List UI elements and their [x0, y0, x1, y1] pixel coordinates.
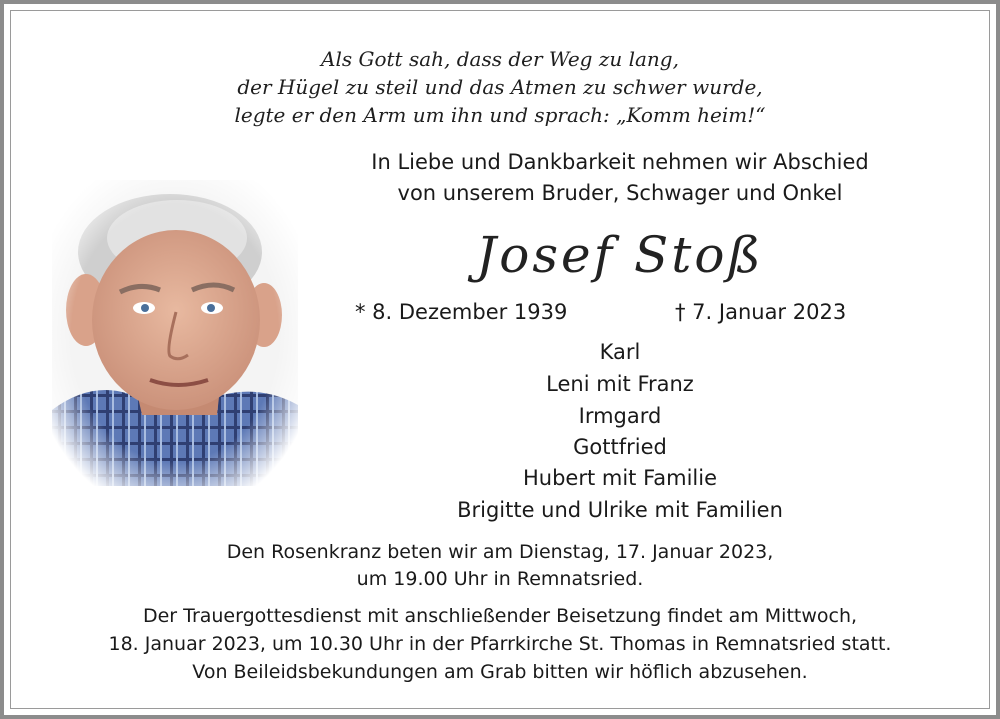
family-member: Gottfried [573, 435, 667, 459]
birth-date: * 8. Dezember 1939 [355, 300, 568, 324]
family-member: Karl [599, 340, 641, 364]
funeral-line-2: 18. Januar 2023, um 10.30 Uhr in der Pfarrkirche St. Thomas in Remnatsried statt. [108, 633, 892, 655]
poem-line-2: der Hügel zu steil und das Atmen zu schwer wurde, [237, 75, 763, 99]
intro-line-2: von unserem Bruder, Schwager und Onkel [397, 181, 843, 205]
poem-line-3: legte er den Arm um ihn und sprach: „Komm heim!“ [234, 103, 766, 127]
family-member: Brigitte und Ulrike mit Familien [457, 498, 783, 522]
deceased-name: Josef Stoß [476, 226, 764, 284]
family-member: Leni mit Franz [546, 372, 694, 396]
family-member: Hubert mit Familie [523, 466, 717, 490]
rosary-line-2: um 19.00 Uhr in Remnatsried. [356, 568, 644, 590]
family-member: Irmgard [578, 404, 662, 428]
funeral-line-1: Der Trauergottesdienst mit anschließender Beisetzung findet am Mittwoch, [142, 605, 858, 627]
intro-line-1: In Liebe und Dankbarkeit nehmen wir Abschied [371, 150, 869, 174]
death-date: † 7. Januar 2023 [675, 300, 847, 324]
poem-line-1: Als Gott sah, dass der Weg zu lang, [321, 47, 679, 71]
portrait-photo [52, 180, 298, 486]
rosary-line-1: Den Rosenkranz beten wir am Dienstag, 17. Januar 2023, [226, 541, 774, 563]
funeral-line-3: Von Beileidsbekundungen am Grab bitten wir höflich abzusehen. [192, 661, 808, 683]
